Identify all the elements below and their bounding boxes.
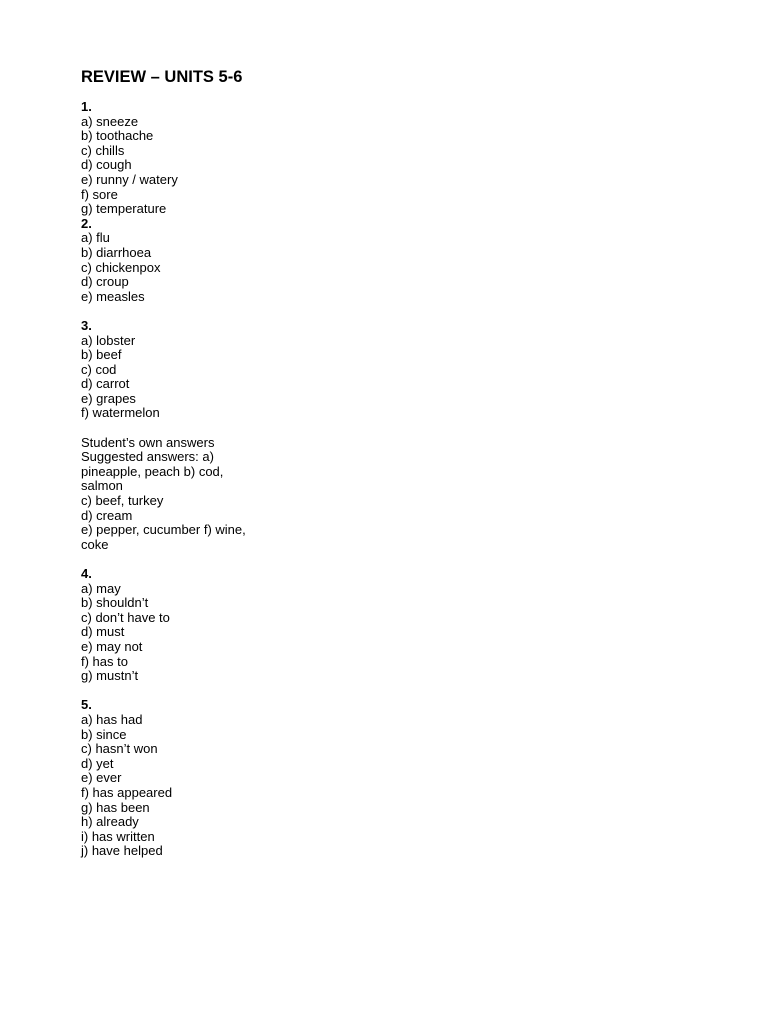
spacer [81, 552, 481, 567]
section-3 [81, 319, 481, 553]
answer-item: f) has to [81, 653, 128, 669]
section-number: 1. [81, 99, 92, 114]
answer-item: h) already [81, 814, 139, 830]
answer-item: a) flu [81, 230, 110, 246]
answer-item: b) diarrhoea [81, 244, 152, 260]
answer-item: e) grapes [81, 390, 136, 406]
section-number: 3. [81, 317, 92, 333]
extra-answer-line: Student’s own answers [81, 434, 215, 450]
answer-item: c) don’t have to [81, 609, 170, 625]
page-title: REVIEW – UNITS 5-6 [81, 68, 243, 86]
answer-item: e) may not [81, 638, 143, 654]
answer-item: e) ever [81, 770, 122, 786]
answer-item: a) lobster [81, 332, 136, 348]
answer-item: b) shouldn’t [81, 595, 149, 611]
answer-item: a) sneeze [81, 113, 139, 129]
section-1 [81, 100, 481, 217]
answer-item: f) has appeared [81, 784, 173, 800]
answer-item: f) sore [81, 186, 118, 202]
answer-item: a) may [81, 580, 121, 596]
answer-item: a) has had [81, 711, 143, 727]
extra-answer-line: salmon [81, 478, 123, 494]
answer-item: f) watermelon [81, 405, 160, 421]
answer-item: d) yet [81, 755, 114, 771]
extra-answer-line: coke [81, 536, 109, 552]
spacer [81, 684, 481, 699]
extra-answer-line: Suggested answers: a) [81, 449, 214, 465]
answer-item: c) chills [81, 142, 125, 158]
section-number: 4. [81, 566, 92, 581]
section-number: 2. [81, 215, 92, 231]
extra-answer-line: c) beef, turkey [81, 493, 164, 509]
answer-key-page [81, 66, 481, 859]
answer-item: d) croup [81, 274, 129, 290]
answer-item: c) hasn’t won [81, 741, 158, 757]
answer-item: d) must [81, 624, 125, 640]
answer-item: e) runny / watery [81, 171, 178, 187]
answer-item: g) mustn’t [81, 668, 139, 684]
answer-item: c) cod [81, 361, 117, 377]
spacer [81, 421, 481, 436]
section-2 [81, 217, 481, 305]
answer-item: d) cough [81, 157, 132, 173]
extra-answer-line: e) pepper, cucumber f) wine, [81, 522, 246, 538]
answer-item: b) beef [81, 347, 122, 363]
answer-item: g) temperature [81, 201, 167, 217]
section-4 [81, 567, 481, 684]
answer-item: i) has written [81, 828, 155, 844]
extra-answer-line: d) cream [81, 507, 133, 523]
answer-item: j) have helped [81, 843, 163, 859]
section-number: 5. [81, 697, 92, 713]
answer-item: g) has been [81, 799, 150, 815]
section-5 [81, 698, 481, 859]
answer-item: b) toothache [81, 128, 154, 144]
answer-item: b) since [81, 726, 127, 742]
answer-item: d) carrot [81, 376, 130, 392]
answer-item: c) chickenpox [81, 259, 161, 275]
spacer [81, 304, 481, 319]
extra-answer-line: pineapple, peach b) cod, [81, 463, 224, 479]
answer-item: e) measles [81, 288, 145, 304]
